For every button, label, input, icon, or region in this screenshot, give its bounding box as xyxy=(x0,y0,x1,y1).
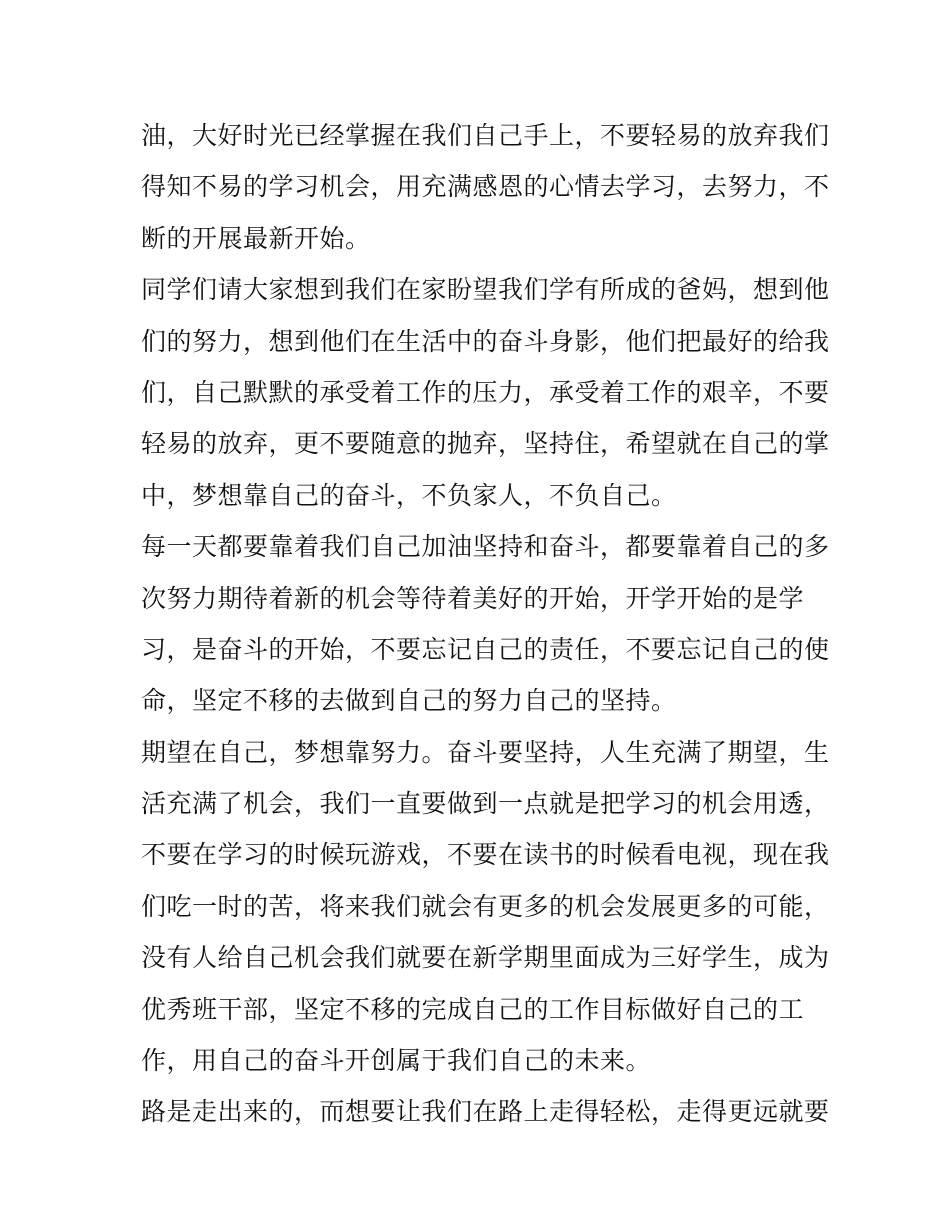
text-line: 得知不易的学习机会，用充满感恩的心情去学习，去努力，不 xyxy=(141,172,830,202)
text-line: 不要在学习的时候玩游戏，不要在读书的时候看电视，现在我 xyxy=(141,840,830,870)
text-line: 油，大好时光已经掌握在我们自己手上，不要轻易的放弃我们 xyxy=(141,121,830,150)
body-text xyxy=(141,110,830,1138)
text-line: 们吃一时的苦，将来我们就会有更多的机会发展更多的可能， xyxy=(141,891,830,921)
text-line: 每一天都要靠着我们自己加油坚持和奋斗，都要靠着自己的多 xyxy=(141,532,830,562)
text-line: 们的努力，想到他们在生活中的奋斗身影，他们把最好的给我 xyxy=(141,326,830,356)
text-line: 作，用自己的奋斗开创属于我们自己的未来。 xyxy=(141,1046,652,1076)
text-line: 次努力期待着新的机会等待着美好的开始，开学开始的是学 xyxy=(141,583,805,613)
text-line: 没有人给自己机会我们就要在新学期里面成为三好学生，成为 xyxy=(141,943,830,973)
text-line: 命，坚定不移的去做到自己的努力自己的坚持。 xyxy=(141,686,677,716)
text-line: 期望在自己，梦想靠努力。奋斗要坚持，人生充满了期望，生 xyxy=(141,737,830,767)
text-line: 中，梦想靠自己的奋斗，不负家人，不负自己。 xyxy=(141,480,677,510)
text-line: 路是走出来的，而想要让我们在路上走得轻松，走得更远就要 xyxy=(141,1097,830,1127)
text-line: 活充满了机会，我们一直要做到一点就是把学习的机会用透， xyxy=(141,789,830,819)
text-line: 同学们请大家想到我们在家盼望我们学有所成的爸妈，想到他 xyxy=(141,275,830,305)
text-line: 断的开展最新开始。 xyxy=(141,223,371,253)
text-line: 习，是奋斗的开始，不要忘记自己的责任，不要忘记自己的使 xyxy=(141,634,830,664)
text-line: 轻易的放弃，更不要随意的抛弃，坚持住，希望就在自己的掌 xyxy=(141,429,830,459)
text-line: 们，自己默默的承受着工作的压力，承受着工作的艰辛，不要 xyxy=(141,377,830,407)
text-line: 优秀班干部，坚定不移的完成自己的工作目标做好自己的工 xyxy=(141,994,805,1024)
